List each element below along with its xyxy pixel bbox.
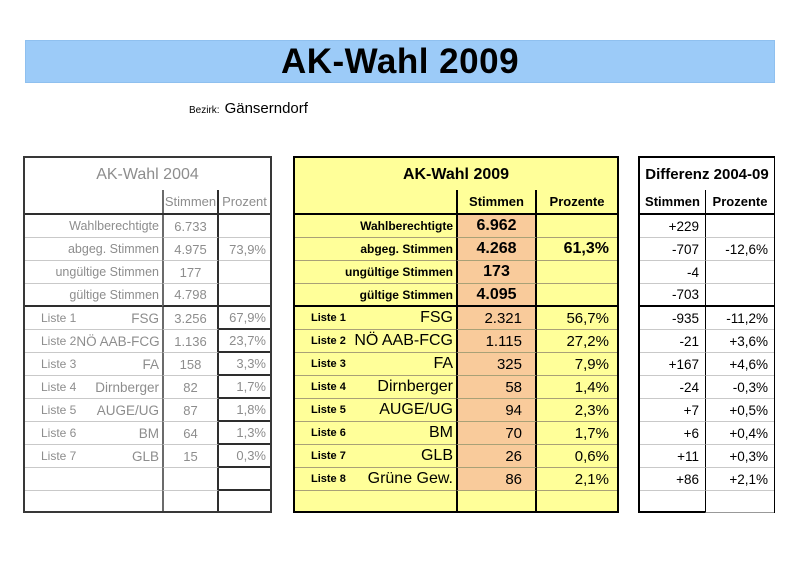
- table-row: [295, 307, 617, 330]
- cell-stimmen: [456, 491, 537, 511]
- cell-stimmen: 4.268: [456, 238, 537, 261]
- cell-stimmen-diff: -707: [640, 238, 705, 261]
- cell-stimmen: [162, 491, 219, 511]
- cell-label: [295, 491, 456, 511]
- cell-stimmen: 325: [456, 353, 537, 376]
- liste-number: Liste 7: [41, 449, 77, 463]
- cell-label: gültige Stimmen: [295, 284, 456, 307]
- cell-stimmen-diff: +86: [640, 468, 705, 491]
- party-name: NÖ AAB-FCG: [76, 333, 160, 349]
- party-name: BM: [429, 424, 453, 441]
- cell-prozent: [537, 261, 617, 284]
- cell-stimmen-diff: [640, 491, 705, 513]
- table-row: [25, 353, 270, 376]
- column-header-stimmen: Stimmen: [456, 190, 537, 213]
- table-row: [295, 491, 617, 511]
- party-name: AUGE/UG: [96, 402, 159, 418]
- liste-number: Liste 5: [311, 404, 346, 416]
- cell-label: [25, 376, 162, 399]
- cell-stimmen-diff: +6: [640, 422, 705, 445]
- cell-stimmen: 2.321: [456, 307, 537, 330]
- cell-label: [295, 468, 456, 491]
- cell-label: Wahlberechtigte: [295, 215, 456, 238]
- cell-prozent: 56,7%: [537, 307, 617, 330]
- party-name: Dirnberger: [95, 379, 159, 395]
- cell-label: [295, 330, 456, 353]
- cell-stimmen: 26: [456, 445, 537, 468]
- table-row: [640, 468, 774, 491]
- cell-stimmen-diff: -935: [640, 307, 705, 330]
- liste-number: Liste 1: [311, 312, 346, 324]
- party-name: NÖ AAB-FCG: [354, 332, 453, 349]
- party-name: FSG: [131, 310, 159, 326]
- table-row: [640, 353, 774, 376]
- cell-prozent: 73,9%: [219, 238, 270, 261]
- cell-prozent: 3,3%: [219, 353, 270, 376]
- cell-prozent: 27,2%: [537, 330, 617, 353]
- table-ak2004-body: [25, 215, 270, 511]
- cell-stimmen: 15: [162, 445, 219, 468]
- cell-stimmen: 58: [456, 376, 537, 399]
- cell-label: [295, 353, 456, 376]
- table-row: [640, 399, 774, 422]
- liste-number: Liste 2: [41, 334, 77, 348]
- cell-stimmen: 4.095: [456, 284, 537, 307]
- cell-stimmen-diff: +167: [640, 353, 705, 376]
- cell-label: [25, 468, 162, 491]
- party-name: GLB: [420, 447, 453, 464]
- table-row: [295, 468, 617, 491]
- cell-stimmen: 173: [456, 261, 537, 284]
- table-row: [640, 215, 774, 238]
- table-row: [25, 422, 270, 445]
- cell-prozent: 7,9%: [537, 353, 617, 376]
- table-row: [640, 330, 774, 353]
- table-row: [640, 238, 774, 261]
- cell-stimmen: 82: [162, 376, 219, 399]
- cell-label: abgeg. Stimmen: [295, 238, 456, 261]
- liste-number: Liste 6: [311, 427, 346, 439]
- cell-label: [295, 445, 456, 468]
- column-header-stimmen: Stimmen: [645, 194, 700, 209]
- cell-prozent: [219, 215, 270, 238]
- cell-prozent: [537, 284, 617, 307]
- table-row: [25, 215, 270, 238]
- cell-prozent: 1,7%: [537, 422, 617, 445]
- table-row: [640, 422, 774, 445]
- cell-prozent-diff: -12,6%: [705, 238, 774, 261]
- cell-prozent: 0,6%: [537, 445, 617, 468]
- table-row: [295, 376, 617, 399]
- cell-label: Wahlberechtigte: [25, 215, 162, 238]
- table-row: [295, 261, 617, 284]
- table-row: [640, 376, 774, 399]
- table-row: [25, 491, 270, 511]
- cell-prozent-diff: -11,2%: [705, 307, 774, 330]
- table-row: [25, 330, 270, 353]
- cell-stimmen: 87: [162, 399, 219, 422]
- table-differenz-title: Differenz 2004-09: [645, 166, 769, 183]
- table-ak2009-header: [295, 190, 617, 215]
- cell-prozent-diff: [705, 261, 774, 284]
- cell-prozent: [219, 491, 270, 511]
- table-row: [295, 422, 617, 445]
- cell-label: gültige Stimmen: [25, 284, 162, 307]
- table-row: [25, 468, 270, 491]
- table-row: [25, 445, 270, 468]
- table-row: [25, 376, 270, 399]
- party-name: FA: [433, 355, 453, 372]
- cell-stimmen-diff: -703: [640, 284, 705, 307]
- liste-number: Liste 3: [311, 358, 346, 370]
- cell-prozent: 67,9%: [219, 307, 270, 330]
- column-header-prozente: Prozente: [549, 194, 605, 209]
- column-header-prozent: Prozent: [222, 194, 267, 209]
- table-row: [295, 284, 617, 307]
- liste-number: Liste 6: [41, 426, 77, 440]
- cell-prozent-diff: +4,6%: [705, 353, 774, 376]
- cell-stimmen: 1.115: [456, 330, 537, 353]
- cell-stimmen: 4.798: [162, 284, 219, 307]
- party-name: Dirnberger: [377, 378, 453, 395]
- party-name: GLB: [131, 448, 159, 464]
- cell-prozent: 2,1%: [537, 468, 617, 491]
- cell-prozent-diff: [705, 284, 774, 307]
- party-name: BM: [138, 425, 159, 441]
- cell-prozent: [537, 215, 617, 238]
- table-row: [295, 353, 617, 376]
- cell-stimmen: 94: [456, 399, 537, 422]
- cell-prozent: [219, 468, 270, 491]
- cell-stimmen: [162, 468, 219, 491]
- cell-label: [25, 307, 162, 330]
- cell-stimmen: 86: [456, 468, 537, 491]
- liste-number: Liste 7: [311, 450, 346, 462]
- cell-stimmen-diff: +7: [640, 399, 705, 422]
- page-title: AK-Wahl 2009: [280, 41, 520, 81]
- cell-stimmen: 4.975: [162, 238, 219, 261]
- table-differenz-body: [640, 215, 774, 513]
- column-header-spacer: [25, 190, 162, 213]
- table-row: [640, 261, 774, 284]
- title-banner: [25, 40, 775, 83]
- bezirk-label: Bezirk:: [189, 105, 220, 116]
- cell-prozent: [219, 284, 270, 307]
- table-ak2004-header: [25, 190, 270, 215]
- cell-prozent: 0,3%: [219, 445, 270, 468]
- table-row: [640, 307, 774, 330]
- column-header-prozente: Prozente: [705, 190, 774, 213]
- cell-stimmen: 3.256: [162, 307, 219, 330]
- cell-prozent-diff: +3,6%: [705, 330, 774, 353]
- cell-label: [25, 491, 162, 511]
- table-ak2004-title: AK-Wahl 2004: [96, 166, 199, 183]
- cell-prozent-diff: +0,4%: [705, 422, 774, 445]
- cell-prozent: 1,8%: [219, 399, 270, 422]
- table-row: [640, 491, 774, 513]
- table-row: [25, 284, 270, 307]
- table-row: [640, 445, 774, 468]
- party-name: Grüne Gew.: [367, 470, 453, 487]
- cell-stimmen-diff: -4: [640, 261, 705, 284]
- cell-label: [25, 353, 162, 376]
- cell-stimmen-diff: -21: [640, 330, 705, 353]
- table-ak2004: [23, 156, 272, 513]
- party-name: FSG: [420, 309, 453, 326]
- table-row: [25, 238, 270, 261]
- cell-label: abgeg. Stimmen: [25, 238, 162, 261]
- table-row: [25, 261, 270, 284]
- bezirk-value: Gänserndorf: [224, 100, 308, 117]
- cell-label: [25, 445, 162, 468]
- liste-number: Liste 3: [41, 357, 77, 371]
- table-row: [295, 215, 617, 238]
- cell-prozent-diff: +0,3%: [705, 445, 774, 468]
- liste-number: Liste 5: [41, 403, 77, 417]
- cell-label: [295, 399, 456, 422]
- party-name: FA: [142, 356, 159, 372]
- table-row: [295, 238, 617, 261]
- cell-stimmen: 64: [162, 422, 219, 445]
- table-differenz: [638, 156, 775, 513]
- cell-prozent: [537, 491, 617, 511]
- cell-prozent: 1,3%: [219, 422, 270, 445]
- cell-label: [295, 307, 456, 330]
- table-ak2009-title: AK-Wahl 2009: [402, 166, 510, 183]
- cell-prozent-diff: [705, 215, 774, 238]
- column-header-spacer: [295, 190, 456, 213]
- table-row: [640, 284, 774, 307]
- liste-number: Liste 4: [41, 380, 77, 394]
- cell-prozent: [219, 261, 270, 284]
- cell-label: [25, 399, 162, 422]
- cell-prozent-diff: +0,5%: [705, 399, 774, 422]
- cell-label: ungültige Stimmen: [25, 261, 162, 284]
- table-ak2009: [293, 156, 619, 513]
- table-row: [25, 399, 270, 422]
- cell-prozent: 2,3%: [537, 399, 617, 422]
- table-row: [295, 330, 617, 353]
- cell-label: [295, 422, 456, 445]
- cell-label: [25, 330, 162, 353]
- cell-stimmen: 6.733: [162, 215, 219, 238]
- cell-prozent: 1,7%: [219, 376, 270, 399]
- cell-stimmen-diff: +11: [640, 445, 705, 468]
- cell-prozent-diff: +2,1%: [705, 468, 774, 491]
- table-differenz-header: [640, 190, 774, 215]
- liste-number: Liste 2: [311, 335, 346, 347]
- cell-stimmen: 177: [162, 261, 219, 284]
- cell-prozent-diff: -0,3%: [705, 376, 774, 399]
- bezirk-line: [189, 100, 308, 117]
- cell-stimmen: 6.962: [456, 215, 537, 238]
- table-ak2009-body: [295, 215, 617, 511]
- table-row: [25, 307, 270, 330]
- cell-prozent-diff: [705, 491, 774, 513]
- cell-stimmen-diff: -24: [640, 376, 705, 399]
- cell-label: [25, 422, 162, 445]
- table-row: [295, 445, 617, 468]
- cell-stimmen: 1.136: [162, 330, 219, 353]
- party-name: AUGE/UG: [379, 401, 453, 418]
- cell-stimmen: 70: [456, 422, 537, 445]
- cell-prozent: 61,3%: [537, 238, 617, 261]
- cell-stimmen: 158: [162, 353, 219, 376]
- cell-label: [295, 376, 456, 399]
- column-header-stimmen: Stimmen: [162, 190, 219, 213]
- cell-stimmen-diff: +229: [640, 215, 705, 238]
- cell-prozent: 1,4%: [537, 376, 617, 399]
- liste-number: Liste 8: [311, 473, 346, 485]
- cell-prozent: 23,7%: [219, 330, 270, 353]
- cell-label: ungültige Stimmen: [295, 261, 456, 284]
- liste-number: Liste 1: [41, 311, 77, 325]
- liste-number: Liste 4: [311, 381, 346, 393]
- table-row: [295, 399, 617, 422]
